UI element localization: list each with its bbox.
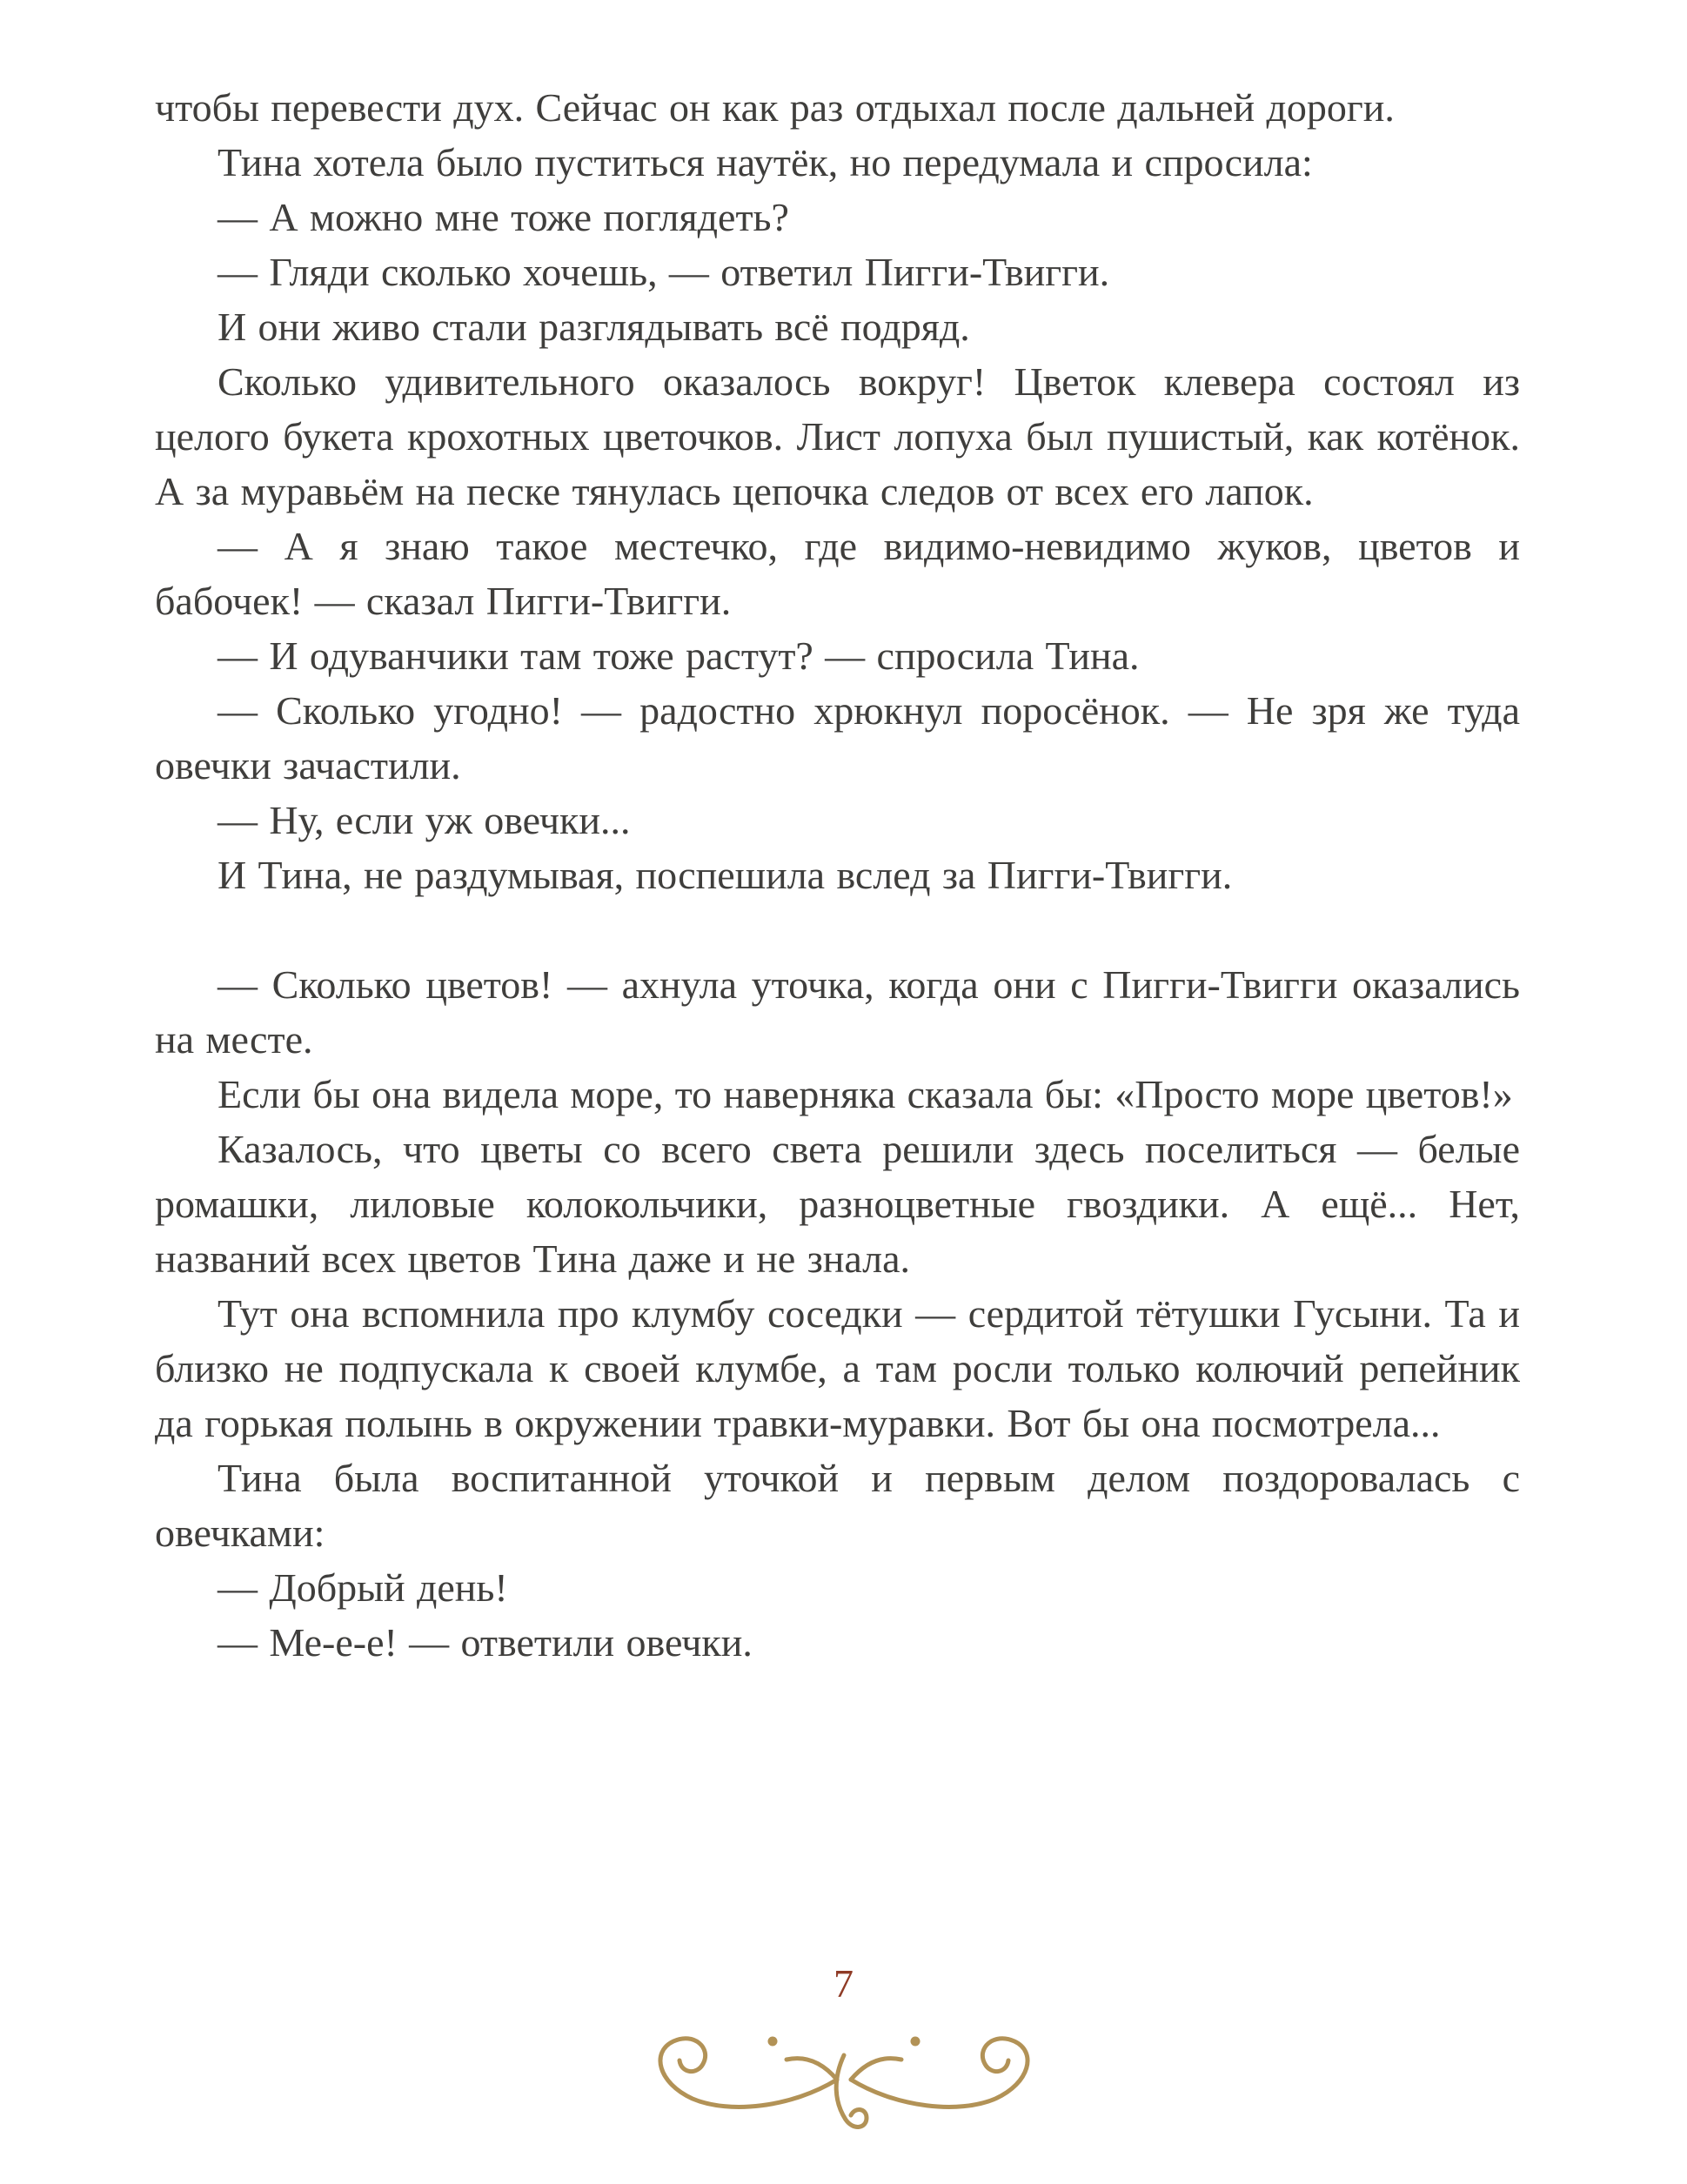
paragraph: Тут она вспомнила про клумбу соседки — сердитой тётушки Гусыни. Та и близко не подпускала к своей клумбе, а там росли только колючий репейник да горькая полынь в окружении травки-муравки. Вот бы она посмотрела...	[155, 1291, 1520, 1445]
paragraph: — Ну, если уж овечки...	[218, 798, 631, 842]
paragraph: чтобы перевести дух. Сейчас он как раз отдыхал после дальней дороги.	[155, 85, 1395, 130]
paragraph: Сколько удивительного оказалось вокруг! Цветок клевера состоял из целого букета крохотных цветочков. Лист лопуха был пушистый, как котёнок. А за муравьём на песке тянулась цепочка следов от всех его лапок.	[155, 359, 1520, 513]
paragraph: И Тина, не раздумывая, поспешила вслед за Пигги-Твигги.	[218, 853, 1233, 897]
paragraph: Тина хотела было пуститься наутёк, но передумала и спросила:	[218, 140, 1313, 184]
story-text	[155, 80, 1520, 1670]
paragraph: — А можно мне тоже поглядеть?	[218, 195, 789, 239]
paragraph: — Сколько угодно! — радостно хрюкнул поросёнок. — Не зря же туда овечки зачастили.	[155, 688, 1520, 787]
paragraph: — Ме-е-е! — ответили овечки.	[218, 1620, 753, 1665]
flourish-ornament-icon	[0, 2010, 1687, 2139]
paragraph: Тина была воспитанной уточкой и первым делом поздоровалась с овечками:	[155, 1456, 1520, 1555]
page-number: 7	[833, 1961, 854, 2006]
paragraph: — Гляди сколько хочешь, — ответил Пигги-Твигги.	[218, 250, 1110, 294]
paragraph: Казалось, что цветы со всего света решили здесь поселиться — белые ромашки, лиловые колокольчики, разноцветные гвоздики. А ещё... Нет, названий всех цветов Тина даже и не знала.	[155, 1127, 1520, 1281]
paragraph: — Добрый день!	[218, 1565, 508, 1610]
paragraph: — А я знаю такое местечко, где видимо-невидимо жуков, цветов и бабочек! — сказал Пигги-Твигги.	[155, 524, 1520, 623]
paragraph: — Сколько цветов! — ахнула уточка, когда они с Пигги-Твигги оказались на месте.	[155, 962, 1520, 1062]
paragraph: — И одуванчики там тоже растут? — спросила Тина.	[218, 633, 1140, 678]
page-footer	[0, 1961, 1687, 2139]
paragraph: Если бы она видела море, то наверняка сказала бы: «Просто море цветов!»	[218, 1072, 1513, 1116]
paragraph: И они живо стали разглядывать всё подряд.	[218, 305, 970, 349]
